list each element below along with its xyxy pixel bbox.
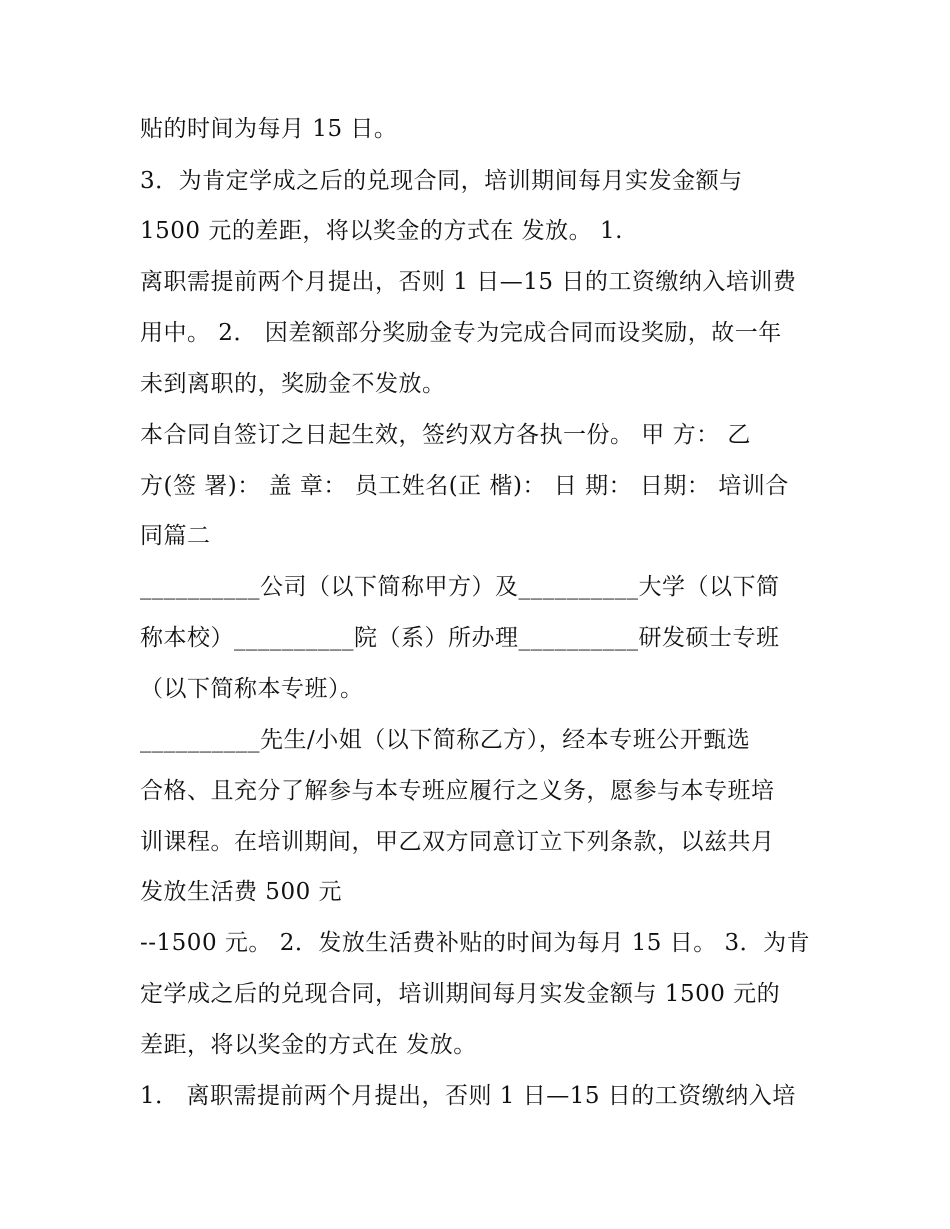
text-line: 1500 元的差距，将以奖金的方式在 发放。 1. [140, 218, 623, 244]
text-line: （以下简称本专班）。 [140, 676, 364, 702]
text-line: __________先生/小姐（以下简称乙方），经本专班公开甄选 [140, 727, 751, 753]
text-line: 方(签 署)： 盖 章： 员工姓名(正 楷)： 日 期： 日期： 培训合 [140, 473, 789, 499]
text-line: 离职需提前两个月提出，否则 1 日—15 日的工资缴纳入培训费 [140, 269, 797, 295]
text-line: --1500 元。 2．发放生活费补贴的时间为每月 15 日。 3．为肯 [140, 930, 811, 956]
text-line: __________公司（以下简称甲方）及__________大学（以下简 [140, 574, 780, 600]
text-line: 用中。 2． 因差额部分奖励金专为完成合同而设奖励，故一年 [140, 320, 782, 346]
text-line: 同篇二 [140, 523, 211, 549]
text-line: 合格、且充分了解参与本专班应履行之义务，愿参与本专班培 [140, 778, 775, 804]
text-line: 训课程。在培训期间，甲乙双方同意订立下列条款，以兹共月 [140, 829, 775, 855]
text-line: 贴的时间为每月 15 日。 [140, 116, 398, 142]
text-line: 本合同自签订之日起生效，签约双方各执一份。 甲 方： 乙 [140, 422, 751, 448]
text-line: 称本校）__________院（系）所办理__________研发硕士专班 [140, 625, 780, 651]
text-line: 定学成之后的兑现合同，培训期间每月实发金额与 1500 元的 [140, 981, 781, 1007]
text-line: 3．为肯定学成之后的兑现合同，培训期间每月实发金额与 [140, 168, 743, 194]
text-line: 发放生活费 500 元 [140, 879, 343, 905]
text-line: 差距，将以奖金的方式在 发放。 [140, 1032, 477, 1058]
text-line: 1． 离职需提前两个月提出，否则 1 日—15 日的工资缴纳入培 [140, 1083, 796, 1109]
text-line: 未到离职的，奖励金不发放。 [140, 371, 446, 397]
